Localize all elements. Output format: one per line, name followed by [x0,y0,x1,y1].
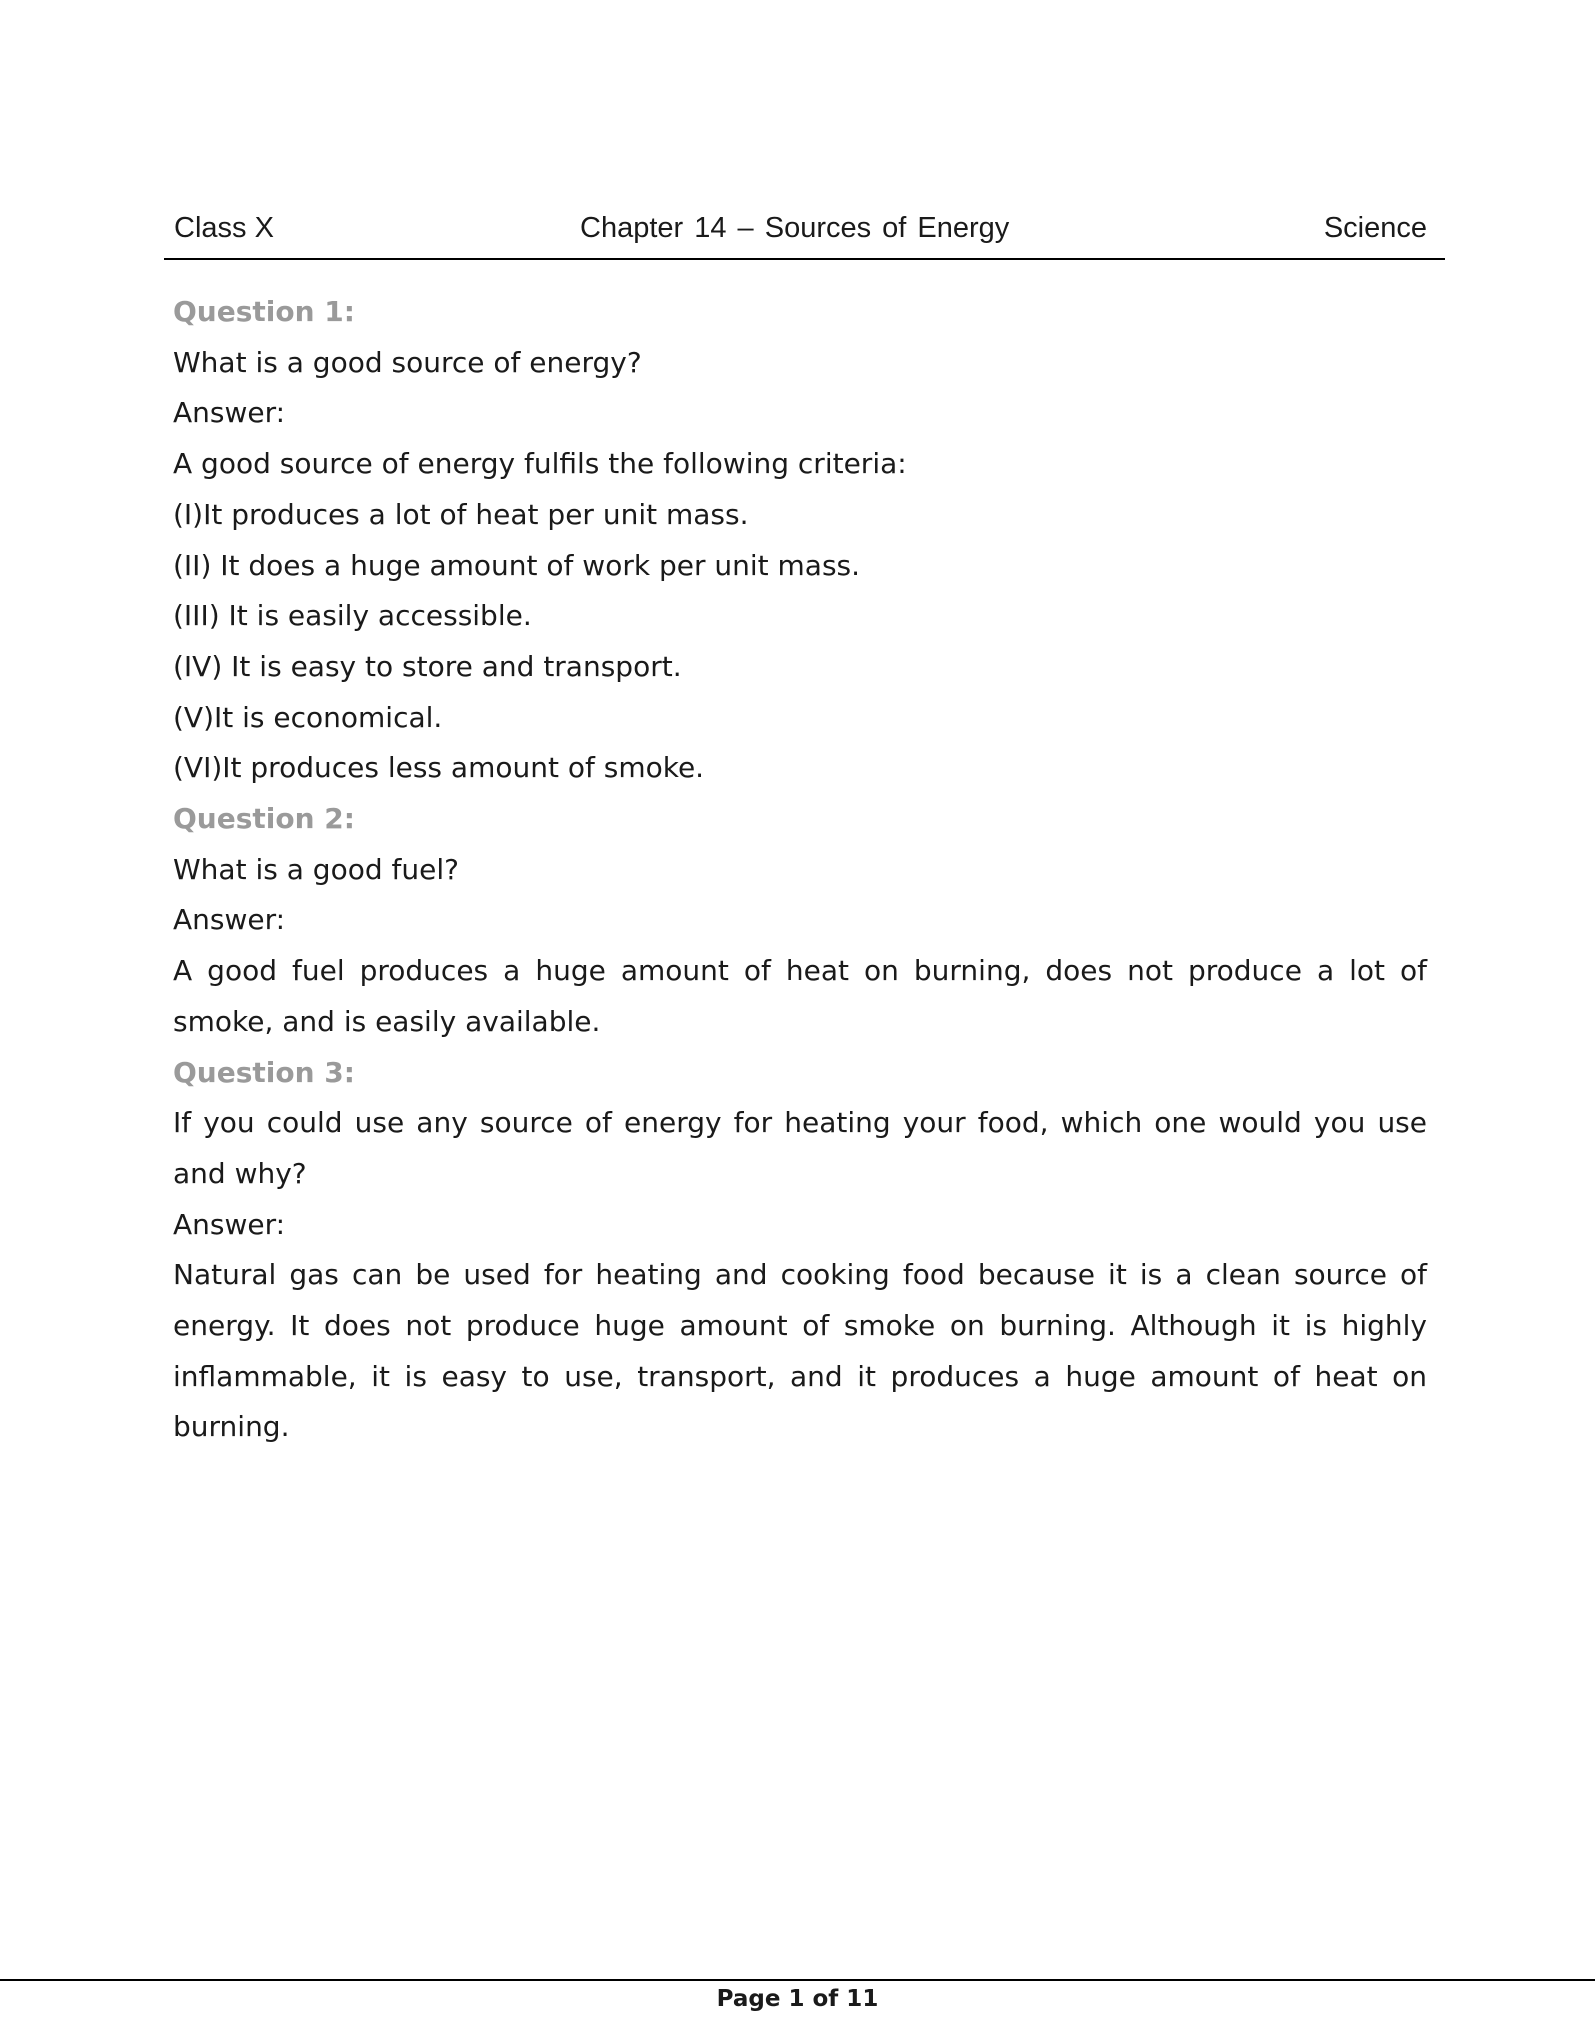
header-subject: Science [1323,212,1427,244]
question-3-text: If you could use any source of energy for heating your food, which one would you use and why? [173,1106,1427,1190]
question-2-title: Question 2: [173,802,355,836]
header-chapter-title: Chapter 14 – Sources of Energy [580,212,1010,244]
question-3-title: Question 3: [173,1055,355,1089]
question-2-answer-label: Answer: [173,903,286,937]
question-1-text: What is a good source of energy? [173,345,642,379]
question-1-criterion: (VI)It produces less amount of smoke. [173,751,705,785]
question-1-criterion: (IV) It is easy to store and transport. [173,649,682,683]
question-1-answer-label: Answer: [173,396,286,430]
footer-divider [0,1979,1595,1981]
question-1-criterion: (I)It produces a lot of heat per unit mass. [173,497,749,531]
question-1-criterion: (II) It does a huge amount of work per unit mass. [173,548,861,582]
question-2-answer: A good fuel produces a huge amount of heat on burning, does not produce a lot of smoke, and is easily available. [173,954,1427,1038]
question-1-criterion: (V)It is economical. [173,700,443,734]
question-3-answer: Natural gas can be used for heating and cooking food because it is a clean source of energy. It does not produce huge amount of smoke on burning. Although it is highly inflammable, it is easy to use, transport, and it produces a huge amount of heat on burning. [173,1258,1427,1444]
question-1-answer-intro: A good source of energy fulfils the following criteria: [173,447,907,481]
question-1-criterion: (III) It is easily accessible. [173,599,532,633]
document-body [173,287,1427,1453]
question-2-text: What is a good fuel? [173,852,459,886]
header-class: Class X [174,212,274,244]
page-header [164,210,1445,260]
question-1-title: Question 1: [173,295,355,328]
question-3-answer-label: Answer: [173,1207,286,1241]
page-number: Page 1 of 11 [716,1986,879,2012]
